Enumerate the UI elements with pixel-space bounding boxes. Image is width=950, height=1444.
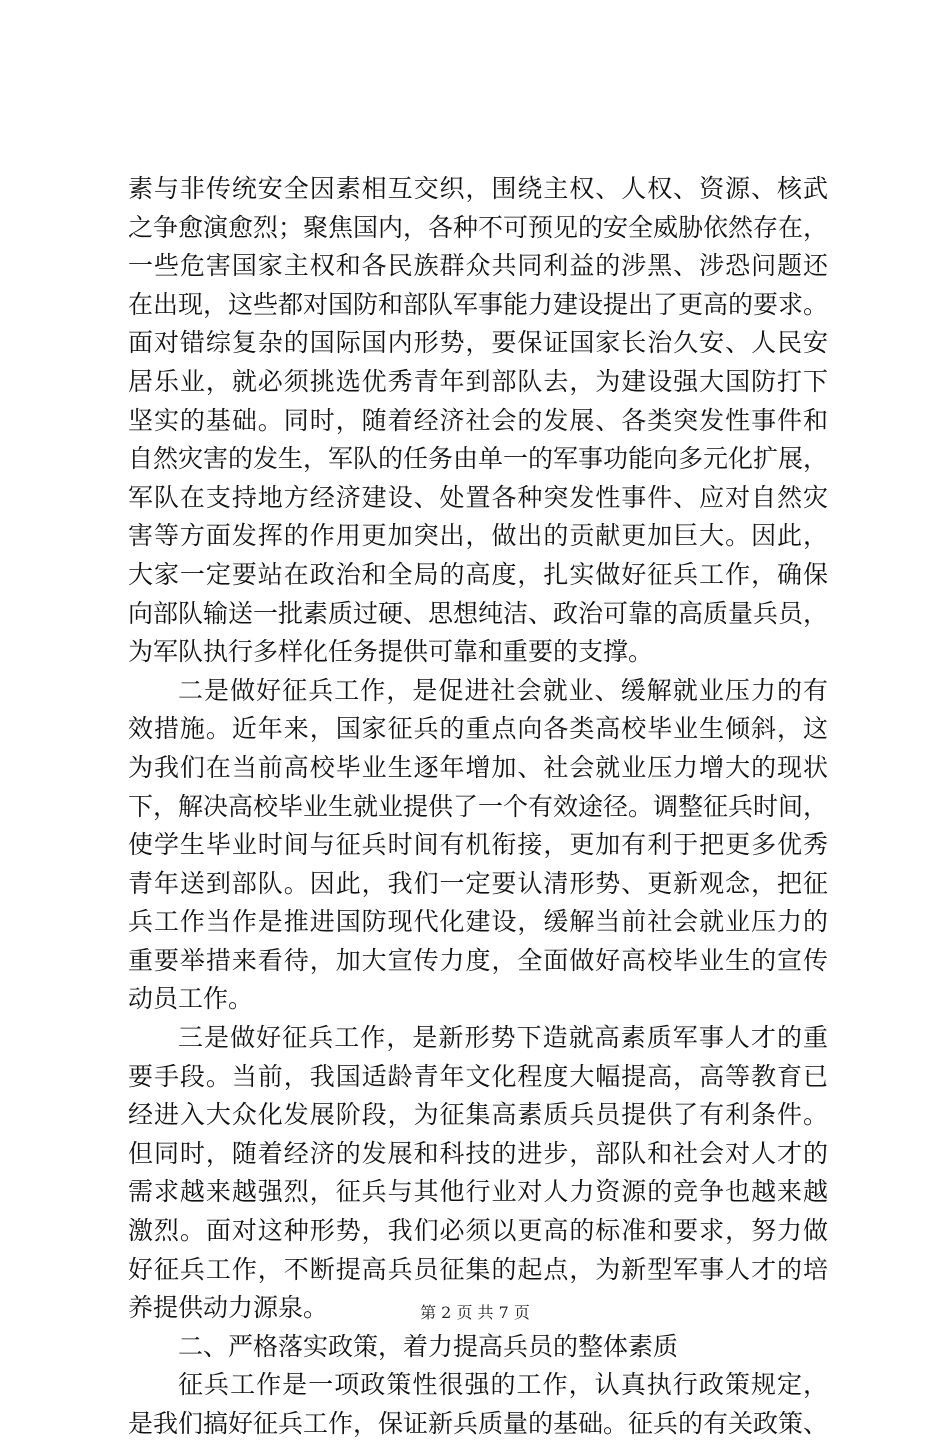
text-line: 下，解决高校毕业生就业提供了一个有效途径。调整征兵时间， [128, 791, 829, 821]
text-line: 在出现，这些都对国防和部队军事能力建设提出了更高的要求。 [128, 289, 829, 319]
text-line: 为我们在当前高校毕业生逐年增加、社会就业压力增大的现状 [128, 752, 828, 782]
body-text [128, 170, 828, 1444]
text-line: 效措施。近年来，国家征兵的重点向各类高校毕业生倾斜，这 [128, 714, 828, 744]
text-line: 一些危害国家主权和各民族群众共同利益的涉黑、涉恐问题还 [128, 251, 828, 281]
text-line: 重要举措来看待，加大宣传力度，全面做好高校毕业生的宣传 [128, 945, 828, 975]
text-line: 素与非传统安全因素相互交织，围绕主权、人权、资源、核武 [128, 174, 828, 203]
text-line: 征兵工作是一项政策性很强的工作，认真执行政策规定， [178, 1370, 828, 1400]
text-line: 居乐业，就必须挑选优秀青年到部队去，为建设强大国防打下 [128, 366, 828, 396]
text-line: 军队在支持地方经济建设、处置各种突发性事件、应对自然灾 [128, 482, 828, 512]
text-line: 青年送到部队。因此，我们一定要认清形势、更新观念，把征 [128, 868, 828, 898]
text-line: 害等方面发挥的作用更加突出，做出的贡献更加巨大。因此， [128, 521, 828, 551]
text-line: 之争愈演愈烈；聚焦国内，各种不可预见的安全威胁依然存在， [128, 212, 829, 242]
text-line: 养提供动力源泉。 [128, 1293, 329, 1323]
text-line: 但同时，随着经济的发展和科技的进步，部队和社会对人才的 [128, 1138, 828, 1168]
text-line: 激烈。面对这种形势，我们必须以更高的标准和要求，努力做 [128, 1216, 828, 1246]
text-line: 经进入大众化发展阶段，为征集高素质兵员提供了有利条件。 [128, 1100, 828, 1130]
text-line: 自然灾害的发生，军队的任务由单一的军事功能向多元化扩展， [128, 444, 829, 474]
text-line: 要手段。当前，我国适龄青年文化程度大幅提高，高等教育已 [128, 1061, 828, 1091]
page-footer: 第 2 页 共 7 页 [420, 1303, 530, 1322]
text-line: 坚实的基础。同时，随着经济社会的发展、各类突发性事件和 [128, 405, 828, 435]
text-line: 二、严格落实政策，着力提高兵员的整体素质 [178, 1331, 679, 1361]
text-line: 好征兵工作，不断提高兵员征集的起点，为新型军事人才的培 [128, 1254, 828, 1284]
text-line: 动员工作。 [128, 984, 254, 1014]
text-line: 是我们搞好征兵工作，保证新兵质量的基础。征兵的有关政策、 [128, 1409, 829, 1438]
text-line: 二是做好征兵工作，是促进社会就业、缓解就业压力的有 [178, 675, 828, 705]
text-line: 为军队执行多样化任务提供可靠和重要的支撑。 [128, 637, 654, 667]
text-line: 向部队输送一批素质过硬、思想纯洁、政治可靠的高质量兵员， [128, 598, 829, 628]
text-line: 三是做好征兵工作，是新形势下造就高素质军事人才的重 [178, 1023, 828, 1053]
text-line: 大家一定要站在政治和全局的高度，扎实做好征兵工作，确保 [128, 559, 828, 589]
text-line: 面对错综复杂的国际国内形势，要保证国家长治久安、人民安 [128, 328, 828, 358]
text-line: 需求越来越强烈，征兵与其他行业对人力资源的竞争也越来越 [128, 1177, 828, 1207]
text-line: 使学生毕业时间与征兵时间有机衔接，更加有利于把更多优秀 [128, 830, 828, 860]
text-line: 兵工作当作是推进国防现代化建设，缓解当前社会就业压力的 [128, 907, 828, 937]
